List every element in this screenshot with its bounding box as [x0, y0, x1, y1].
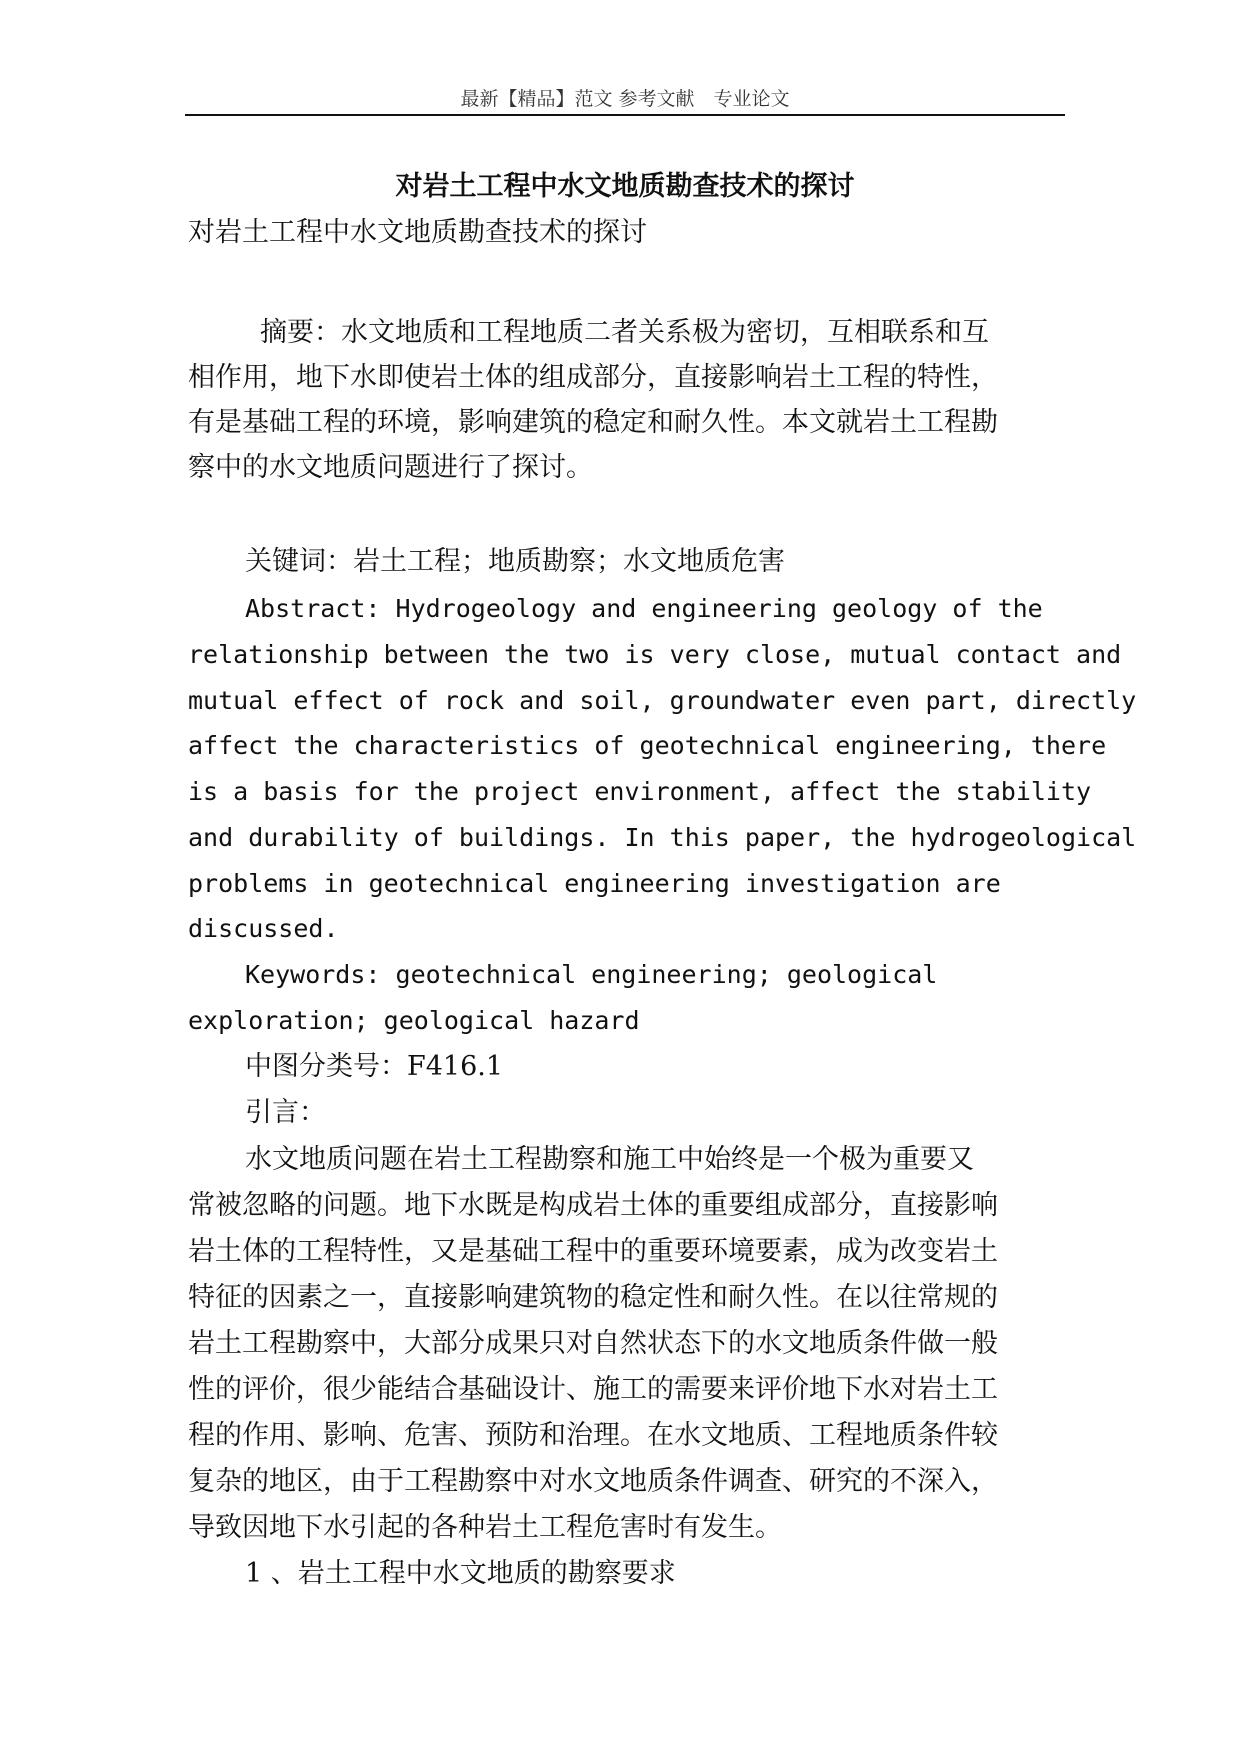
abstract-en-line: Abstract: Hydrogeology and engineering geology of the: [245, 594, 1043, 623]
abstract-en-line: discussed.: [188, 914, 339, 943]
header-divider: [185, 114, 1065, 116]
intro-body-line: 性的评价，很少能结合基础设计、施工的需要来评价地下水对岩土工: [188, 1374, 998, 1405]
intro-body-line: 常被忽略的问题。地下水既是构成岩土体的重要组成部分，直接影响: [188, 1190, 998, 1221]
document-title: 对岩土工程中水文地质勘查技术的探讨: [395, 171, 855, 202]
intro-body-line: 程的作用、影响、危害、预防和治理。在水文地质、工程地质条件较: [188, 1420, 998, 1451]
classification-number: 中图分类号：F416.1: [245, 1051, 504, 1082]
page-header: 最新【精品】范文 参考文献 专业论文: [460, 88, 790, 110]
abstract-en-line: and durability of buildings. In this paper, the hydrogeological: [188, 823, 1137, 852]
abstract-cn-line: 察中的水文地质问题进行了探讨。: [188, 452, 593, 483]
intro-body-line: 水文地质问题在岩土工程勘察和施工中始终是一个极为重要又: [245, 1144, 974, 1175]
keywords-cn: 关键词：岩土工程；地质勘察；水文地质危害: [245, 546, 785, 577]
abstract-en-line: affect the characteristics of geotechnical engineering, there: [188, 731, 1107, 760]
intro-body-line: 岩土工程勘察中，大部分成果只对自然状态下的水文地质条件做一般: [188, 1328, 998, 1359]
abstract-en-line: mutual effect of rock and soil, groundwater even part, directly: [188, 686, 1137, 715]
abstract-en-line: relationship between the two is very close, mutual contact and: [188, 640, 1122, 669]
keywords-en-line: exploration; geological hazard: [188, 1006, 640, 1035]
section-1-heading: 1 、岩土工程中水文地质的勘察要求: [245, 1558, 676, 1589]
abstract-cn-line: 相作用，地下水即使岩土体的组成部分，直接影响岩土工程的特性，: [188, 362, 998, 393]
abstract-cn-line: 摘要：水文地质和工程地质二者关系极为密切，互相联系和互: [260, 317, 989, 348]
document-subtitle: 对岩土工程中水文地质勘查技术的探讨: [188, 217, 647, 248]
abstract-cn-line: 有是基础工程的环境，影响建筑的稳定和耐久性。本文就岩土工程勘: [188, 407, 998, 438]
intro-heading: 引言：: [245, 1097, 326, 1128]
abstract-en-line: is a basis for the project environment, affect the stability: [188, 777, 1092, 806]
intro-body-line: 特征的因素之一，直接影响建筑物的稳定性和耐久性。在以往常规的: [188, 1282, 998, 1313]
intro-body-line: 复杂的地区，由于工程勘察中对水文地质条件调查、研究的不深入，: [188, 1466, 998, 1497]
abstract-en-line: problems in geotechnical engineering investigation are: [188, 869, 1001, 898]
intro-body-line: 岩土体的工程特性，又是基础工程中的重要环境要素，成为改变岩土: [188, 1236, 998, 1267]
intro-body-line: 导致因地下水引起的各种岩土工程危害时有发生。: [188, 1512, 782, 1543]
keywords-en-line: Keywords: geotechnical engineering; geological: [245, 960, 938, 989]
